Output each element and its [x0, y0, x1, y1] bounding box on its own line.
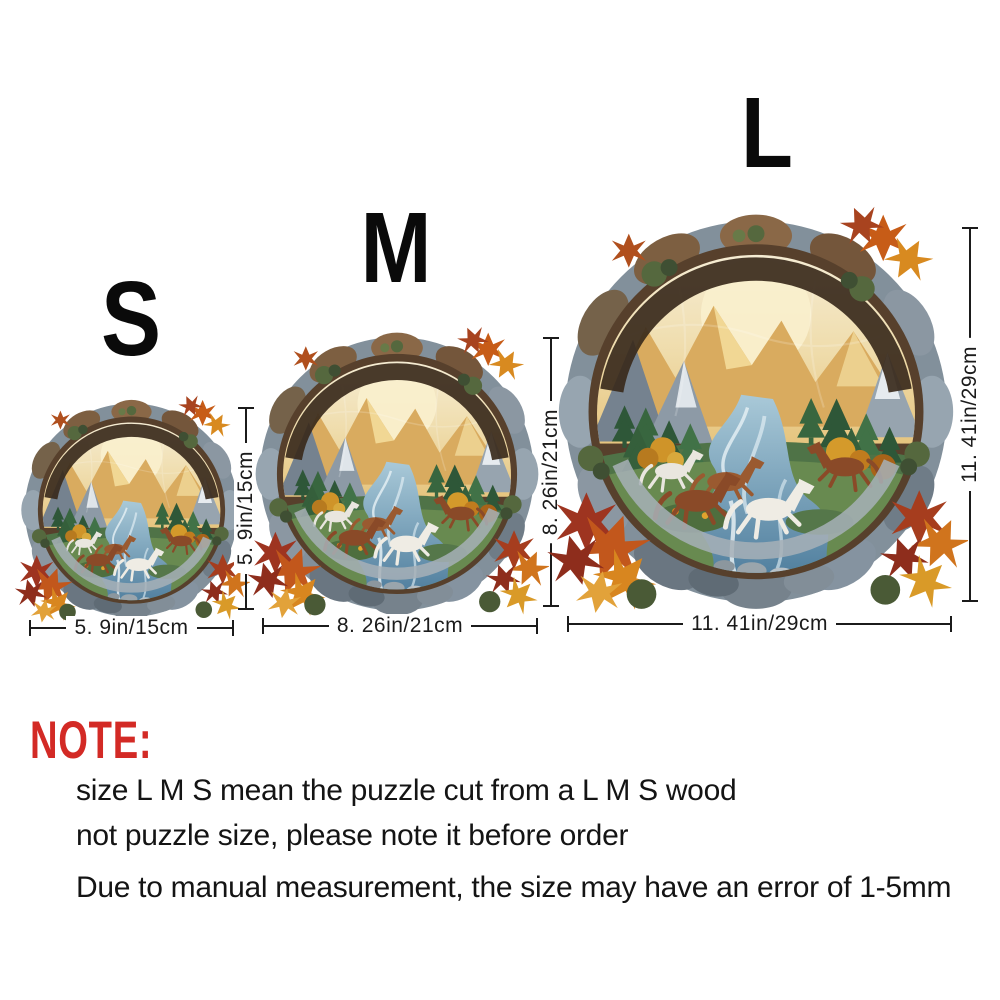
width-dimension-label-m: 8. 26in/21cm	[329, 614, 471, 638]
dimension-tick	[962, 600, 978, 602]
dimension-line	[31, 627, 66, 629]
width-dimension-s	[29, 613, 234, 643]
height-dimension-label-m: 8. 26in/21cm	[539, 401, 563, 543]
puzzle-illustration-m	[245, 325, 549, 629]
width-dimension-l	[567, 609, 952, 639]
dimension-tick	[232, 620, 234, 636]
puzzle-illustration-s	[13, 394, 250, 631]
note-line-1: size L M S mean the puzzle cut from a L M S wood	[76, 774, 737, 807]
dimension-line	[197, 627, 232, 629]
dimension-line	[969, 491, 971, 600]
size-letter-m: M	[360, 192, 432, 304]
width-dimension-label-l: 11. 41in/29cm	[683, 612, 836, 636]
size-letter-s: S	[100, 260, 162, 378]
dimension-tick	[536, 618, 538, 634]
dimension-line	[471, 625, 536, 627]
puzzle-illustration-l	[544, 204, 968, 628]
note-line-3: Due to manual measurement, the size may have an error of 1-5mm	[76, 871, 952, 904]
dimension-line	[569, 623, 683, 625]
note-line-2: not puzzle size, please note it before order	[76, 819, 629, 852]
dimension-line	[969, 229, 971, 338]
height-dimension-l	[955, 227, 985, 602]
height-dimension-label-l: 11. 41in/29cm	[958, 338, 982, 491]
note-heading: NOTE:	[30, 711, 153, 770]
width-dimension-m	[262, 611, 538, 641]
height-dimension-label-s: 5. 9in/15cm	[234, 443, 258, 573]
dimension-line	[836, 623, 950, 625]
width-dimension-label-s: 5. 9in/15cm	[66, 616, 196, 640]
dimension-tick	[950, 616, 952, 632]
size-letter-l: L	[741, 77, 793, 189]
dimension-line	[264, 625, 329, 627]
